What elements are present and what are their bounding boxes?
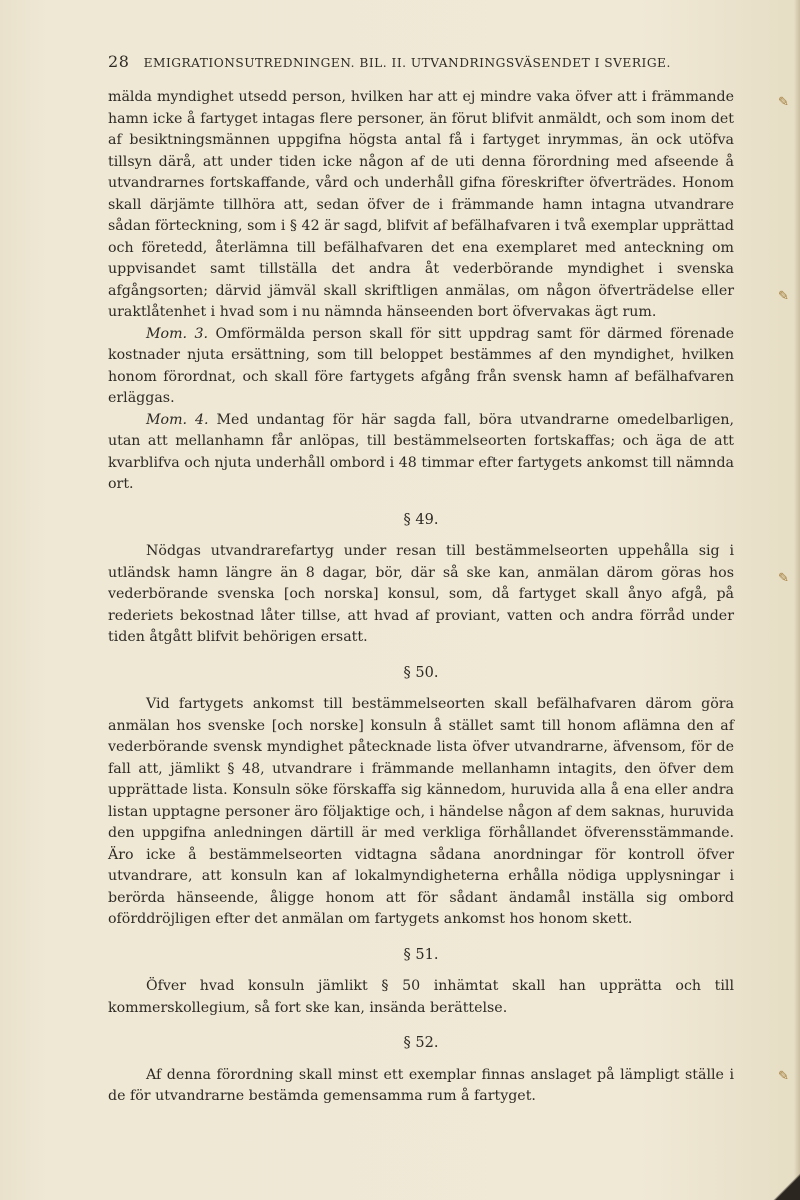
page-header (108, 52, 748, 71)
mom-3-label: Mom. 3. (146, 325, 209, 342)
paragraph-mom-3 (108, 324, 734, 410)
document-body (108, 87, 734, 1108)
paragraph-continuation (108, 87, 734, 324)
section-51-text: Öfver hvad konsuln jämlikt § 50 inhämtat skall han upprätta och till kommerskollegium, så fort ske kan, insända berättelse. (108, 978, 734, 1016)
paragraph-text: mälda myndighet utsedd person, hvilken har att ej mindre vaka öfver att i främmande hamn icke å fartyget intagas flere personer, än förut blifvit anmäldt, och som inom det af besiktningsmännen uppgifna högsta antal få i fartyget inrymmas, än ock utöfva tillsyn därå, att under tiden icke någon af de uti denna förordning med afseende å utvandrarnes fortskaffande, vård och underhåll gifna föreskrifter öfverträdes. Honom skall därjämte tillhöra att, sedan öfver de i främmande hamn intagna utvandrare sådan förteckning, som i § 42 är sagd, blifvit af befälhafvaren i två exemplar upprättad och företedd, återlämna till befälhafvaren det ena exemplaret med anteckning om uppvisandet samt tillställa det andra åt vederbörande myndighet i svenska afgångsorten; därvid jämväl skall skriftligen anmälas, om någon öfverträdelse eller uraktlåtenhet i hvad som i nu nämnda hänseenden bort öfvervakas ägt rum. (108, 89, 734, 320)
margin-stain-mark: ✎ (778, 571, 789, 586)
margin-stain-mark: ✎ (778, 289, 789, 304)
margin-stain-mark: ✎ (778, 1069, 789, 1084)
section-49-text: Nödgas utvandrarefartyg under resan till bestämmelseorten uppehålla sig i utländsk hamn längre än 8 dagar, bör, där så ske kan, anmälan därom göras hos vederbörande svenska [och norska] konsul, som, då fartyget skall ånyo afgå, på rederiets bekostnad låter tillse, att hvad af proviant, vatten och andra förråd under tiden åtgått blifvit behörigen ersatt. (108, 543, 734, 645)
section-49-heading: § 49. (403, 511, 439, 528)
mom-3-text: Omförmälda person skall för sitt uppdrag samt för därmed förenade kostnader njuta ersättning, som till beloppet bestämmes af den myndighet, hvilken honom förordnat, och skall före fartygets afgång från svensk hamn af befälhafvaren erläggas. (108, 325, 734, 406)
section-52-heading: § 52. (403, 1035, 439, 1051)
paragraph-mom-4 (108, 410, 734, 496)
page-edge-shadow (794, 0, 800, 1200)
mom-4-label: Mom. 4. (146, 411, 209, 428)
mom-4-text: Med undantag för här sagda fall, böra utvandrarne omedelbarligen, utan att mellanhamn får anlöpas, till bestämmelseorten fortskaffas; och äga de att kvarblifva och njuta underhåll ombord i 48 timmar efter fartygets ankomst till nämnda ort. (108, 411, 734, 492)
margin-stain-mark: ✎ (778, 95, 789, 110)
section-52-text: Af denna förordning skall minst ett exemplar finnas anslaget på lämpligt ställe i de för utvandrarne bestämda gemensamma rum å fartyget. (108, 1066, 734, 1104)
page-number: 28 (108, 52, 130, 71)
section-51-heading: § 51. (403, 946, 439, 963)
running-title: EMIGRATIONSUTREDNINGEN. BIL. II. UTVANDRINGSVÄSENDET I SVERIGE. (143, 56, 671, 70)
section-50-heading: § 50. (403, 664, 439, 681)
section-50-text: Vid fartygets ankomst till bestämmelseorten skall befälhafvaren därom göra anmälan hos svenske [och norske] konsuln å stället samt till honom aflämna den af vederbörande svensk myndighet påtecknade lista öfver utvandrarne, äfvensom, för de fall att, jämlikt § 48, utvandrare i främmande mellanhamn intagits, den öfver dem upprättade lista. Konsuln söke förskaffa sig kännedom, huruvida alla å ena eller andra listan upptagne personer äro följaktige och, i händelse någon af dem saknas, huruvida den uppgifna anledningen därtill är med verkliga förhållandet öfverensstämmande. Äro icke å bestämmelseorten vidtagna sådana anordningar för kontroll öfver utvandrare, att konsuln kan af lokalmyndigheterna erhålla nödiga upplysningar i berörda hänseende, åligge honom att för sådant ändamål inställa sig ombord oförddröjligen efter det anmälan om fartygets ankomst hos honom skett. (108, 696, 734, 927)
corner-shadow (770, 1170, 800, 1200)
